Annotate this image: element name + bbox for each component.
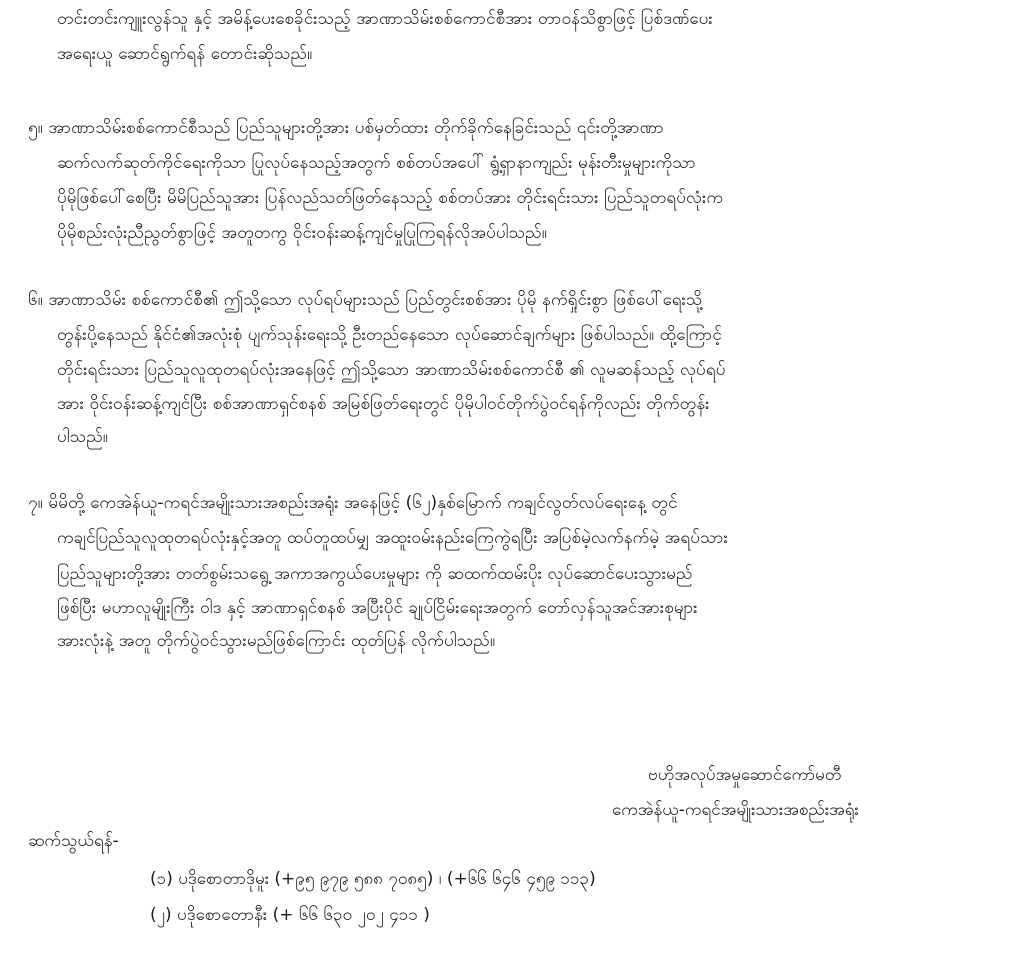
paragraph-5-line-4: ပိုမိုစည်းလုံးညီညွတ်စွာဖြင့် အတူတကွ ဝိုင်းဝန်းဆန့်ကျင်မှုပြုကြရန်လိုအပ်ပါသည်။ [57, 223, 547, 243]
paragraph-6-line-1: ၆။ အာဏာသိမ်း စစ်ကောင်စီ၏ ဤသို့သော လုပ်ရပ်များသည် ပြည်တွင်းစစ်အား ပိုမို နက်ရှိုင်းစွာ ဖြစ်ပေါ်ရေးသို့ [28, 290, 703, 310]
paragraph-7-line-1: ၇။ မိမိတို့ ကေအဲန်ယူ-ကရင်အမျိုးသားအစည်းအရုံး အနေဖြင့် (၆၂)နှစ်မြောက် ကချင်လွတ်လပ်ရေးနေ့ တွင် [28, 493, 678, 513]
paragraph-continued-line-2: အရေးယူ ဆောင်ရွက်ရန် တောင်းဆိုသည်။ [57, 44, 313, 64]
paragraph-5-line-1: ၅။ အာဏာသိမ်းစစ်ကောင်စီသည် ပြည်သူများတို့အား ပစ်မှတ်ထား တိုက်ခိုက်နေခြင်းသည် ၎င်းတို့အာဏာ [28, 118, 664, 138]
contact-item-2: (၂) ပဒိုစောတောနီး (+ ၆၆ ၆၃၀ ၂၀၂ ၄၁၁ ) [150, 905, 430, 925]
contact-label: ဆက်သွယ်ရန်- [28, 831, 119, 851]
paragraph-5-line-2: ဆက်လက်ဆုတ်ကိုင်ရေးကိုသာ ပြုလုပ်နေသည့်အတွက် စစ်တပ်အပေါ် ရွံ့ရှာနာကျည်း မုန်းတီးမှုများကိုသာ [57, 153, 696, 173]
paragraph-7-line-2: ကချင်ပြည်သူလူထုတရပ်လုံးနှင့်အတူ ထပ်တူထပ်မျှ အထူးဝမ်းနည်းကြေကွဲရပြီး အပြစ်မဲ့လက်နက်မဲ့ အရပ်သား [57, 528, 728, 548]
signature-committee: ဗဟိုအလုပ်အမှုဆောင်ကော်မတီ [648, 765, 842, 785]
paragraph-6-line-4: အား ဝိုင်းဝန်းဆန့်ကျင်ပြီး စစ်အာဏာရှင်စနစ် အမြစ်ဖြတ်ရေးတွင် ပိုမိုပါဝင်တိုက်ပွဲဝင်ရန်ကိုလည်း တိုက်တွန်း [57, 394, 710, 414]
paragraph-7-line-3: ပြည်သူများတို့အား တတ်စွမ်းသရွေ့ အကာအကွယ်ပေးမှုများ ကို ဆထက်ထမ်းပိုး လုပ်ဆောင်ပေးသွားမည် [57, 564, 693, 584]
paragraph-6-line-3: တိုင်းရင်းသား ပြည်သူလူထုတရပ်လုံးအနေဖြင့် ဤသို့သော အာဏာသိမ်းစစ်ကောင်စီ ၏ လူမဆန်သည့် လုပ်ရပ် [57, 360, 726, 380]
contact-item-1: (၁) ပဒိုစောတာဒိုမူး (+၉၅ ၉၇၉ ၅၈၈ ၇၀၈၅) ၊ (+၆၆ ၆၄၆ ၄၅၉ ၁၁၃) [150, 869, 596, 889]
paragraph-6-line-2: တွန်းပို့နေသည် နိုင်ငံ၏အလုံးစုံ ပျက်သုန်းရေးသို့ ဦးတည်နေသော လုပ်ဆောင်ချက်များ ဖြစ်ပါသည်။ ထို့ကြောင့် [57, 325, 722, 345]
paragraph-5-line-3: ပိုမိုဖြစ်ပေါ်စေပြီး မိမိပြည်သူအား ပြန်လည်သတ်ဖြတ်နေသည့် စစ်တပ်အား တိုင်းရင်းသား ပြည်သူတရပ်လုံးက [57, 188, 724, 208]
paragraph-6-line-5: ပါသည်။ [57, 427, 109, 447]
paragraph-7-line-4: ဖြစ်ပြီး မဟာလူမျိုးကြီး ဝါဒ နှင့် အာဏာရှင်စနစ် အပြီးပိုင် ချုပ်ငြိမ်းရေးအတွက် တော်လှန်သူအင်အားစုများ [57, 598, 698, 618]
paragraph-7-line-5: အားလုံးနဲ့ အတူ တိုက်ပွဲဝင်သွားမည်ဖြစ်ကြောင်း ထုတ်ပြန် လိုက်ပါသည်။ [57, 631, 496, 651]
signature-organization: ကေအဲန်ယူ-ကရင်အမျိုးသားအစည်းအရုံး [612, 800, 859, 820]
paragraph-continued-line-1: တင်းတင်းကျူးလွန်သူ နှင့် အမိန့်ပေးစေခိုင်းသည့် အာဏာသိမ်းစစ်ကောင်စီအား တာဝန်သိစွာဖြင့် ပြစ်ဒဏ်ပေး [57, 9, 713, 29]
